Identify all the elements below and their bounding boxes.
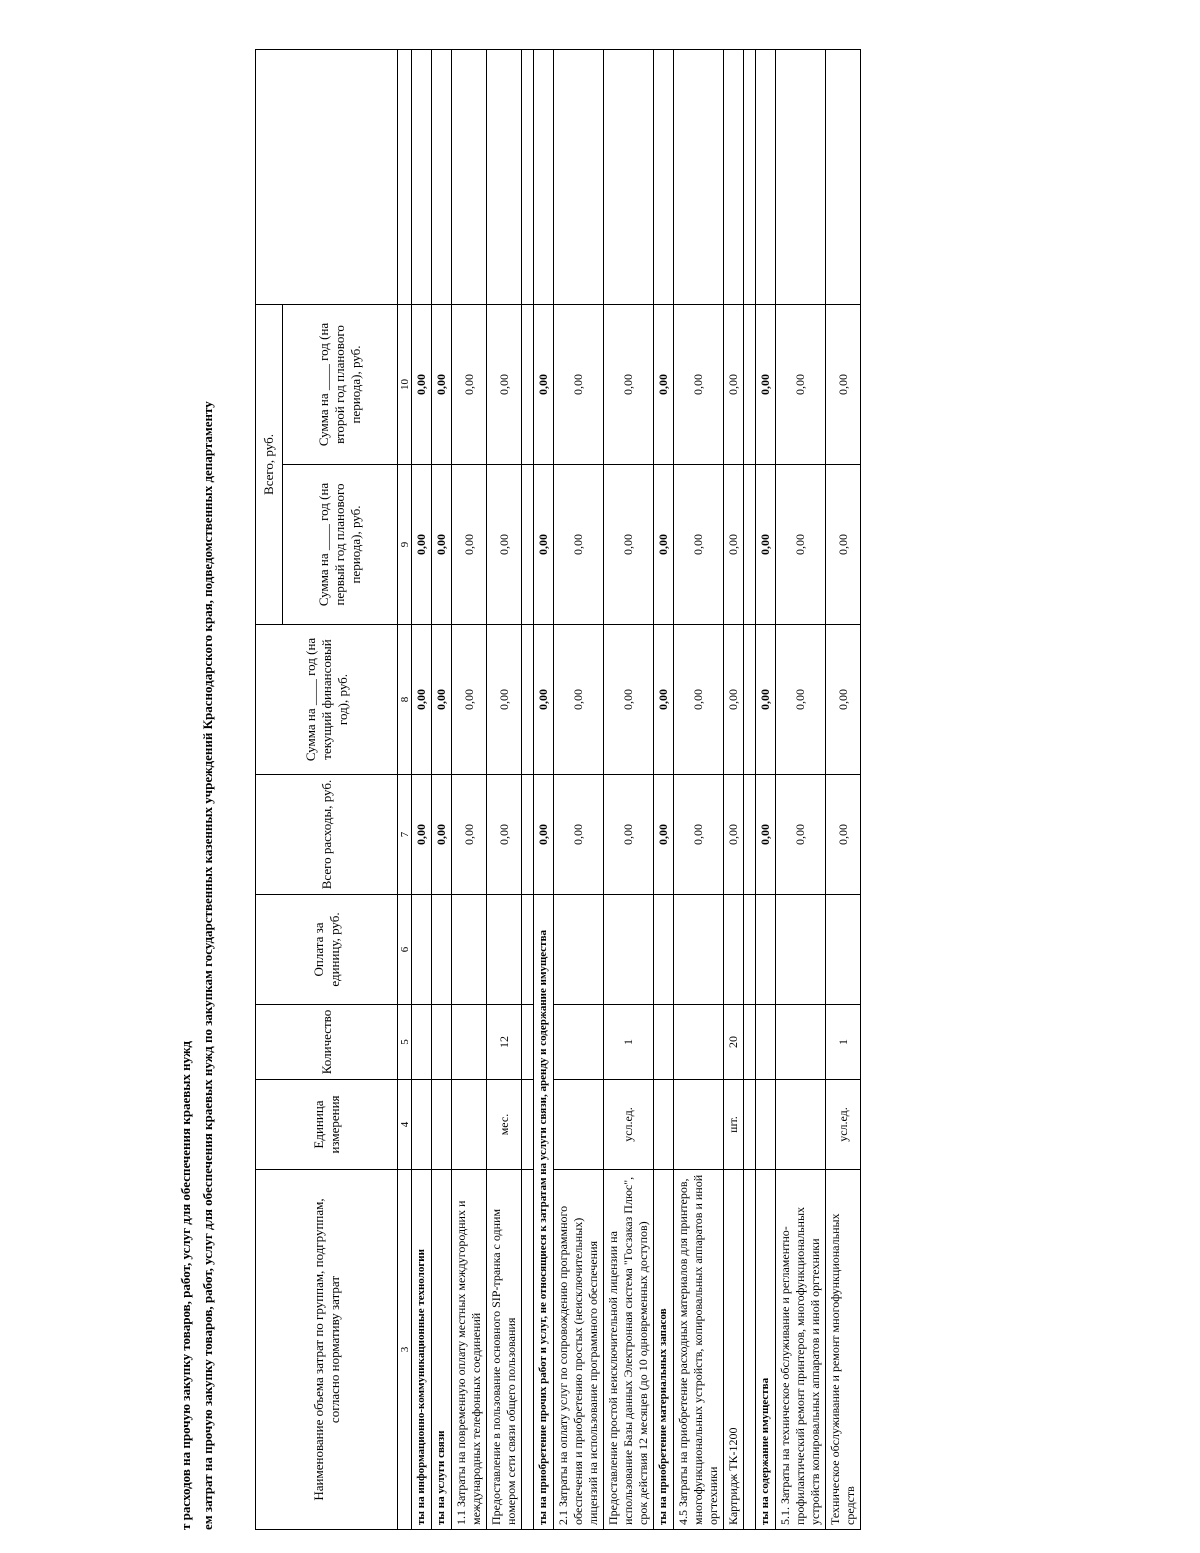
row-current-year: 0,00: [452, 625, 487, 775]
row-unit: [554, 1080, 604, 1170]
row-price: [756, 895, 776, 1005]
row-empty-cell: [432, 50, 452, 305]
row-price: [604, 895, 654, 1005]
spacer-cell: [522, 50, 534, 305]
row-name: 1.1 Затраты на повременную оплату местных междугородних и международных телефонных соединений: [452, 1170, 487, 1530]
row-unit: [756, 1080, 776, 1170]
spacer-cell: [744, 1005, 756, 1080]
row-empty-cell: [724, 50, 744, 305]
col-number: 4: [398, 1080, 412, 1170]
row-unit: мес.: [487, 1080, 522, 1170]
row-name: 5.1. Затраты на техническое обслуживание и регламентно-профилактический ремонт принтеров, многофункциональных устройств копировальных аппаратов и иной оргтехники: [776, 1170, 826, 1530]
row-empty-cell: [534, 50, 554, 305]
header-empty: [256, 50, 398, 305]
row-plan-year-1: 0,00: [604, 465, 654, 625]
row-qty: [654, 1005, 674, 1080]
row-unit: [654, 1080, 674, 1170]
header-total-expenses: Всего расходы, руб.: [256, 775, 398, 895]
row-qty: 12: [487, 1005, 522, 1080]
row-unit: [432, 1080, 452, 1170]
row-plan-year-1: 0,00: [654, 465, 674, 625]
row-total: 0,00: [826, 775, 861, 895]
row-price: [432, 895, 452, 1005]
row-empty-cell: [452, 50, 487, 305]
row-plan-year-1: 0,00: [452, 465, 487, 625]
row-plan-year-2: 0,00: [432, 305, 452, 465]
item-row: [554, 50, 604, 1530]
row-current-year: 0,00: [534, 625, 554, 775]
spacer-cell: [744, 625, 756, 775]
row-name: ты на информационно-коммуникационные технологии: [412, 1170, 432, 1530]
row-unit: [674, 1080, 724, 1170]
row-total: 0,00: [776, 775, 826, 895]
row-unit: [412, 1080, 432, 1170]
row-plan-year-1: 0,00: [674, 465, 724, 625]
spacer-cell: [744, 305, 756, 465]
row-plan-year-2: 0,00: [534, 305, 554, 465]
spacer-cell: [522, 1170, 534, 1530]
spacer-cell: [744, 465, 756, 625]
row-total: 0,00: [604, 775, 654, 895]
item-row: [776, 50, 826, 1530]
row-name: ты на приобретение материальных запасов: [654, 1170, 674, 1530]
document-title-line-2: ем затрат на прочую закупку товаров, работ, услуг для обеспечения краевых нужд по закупкам государственных казенных учреждений Краснодарского края, подведомственных департаменту: [200, 401, 215, 1530]
row-qty: [452, 1005, 487, 1080]
row-current-year: 0,00: [654, 625, 674, 775]
spacer-cell: [522, 625, 534, 775]
header-current-year: Сумма на ____ год (на текущий финансовый год), руб.: [256, 625, 398, 775]
row-name: Техническое обслуживание и ремонт многофункциональных средств: [826, 1170, 861, 1530]
row-name: 4.5 Затраты на приобретение расходных материалов для принтеров, многофункциональных устройств, копировальных аппаратов и иной оргтехники: [674, 1170, 724, 1530]
row-plan-year-2: 0,00: [554, 305, 604, 465]
spacer-cell: [744, 895, 756, 1005]
row-name: Предоставление простой неисключительной лицензии на использование Базы данных Электронная система "Госзаказ Плюс", срок действия 12 месяцев (до 10 одновременных доступов): [604, 1170, 654, 1530]
row-plan-year-1: 0,00: [756, 465, 776, 625]
row-total: 0,00: [724, 775, 744, 895]
group-row: [432, 50, 452, 1530]
header-plan-year-1: Сумма на ____ год (на первый год планового периода), руб.: [283, 465, 398, 625]
spacer-row: [522, 50, 534, 1530]
row-name: ты на содержание имущества: [756, 1170, 776, 1530]
row-qty: [432, 1005, 452, 1080]
row-plan-year-2: 0,00: [452, 305, 487, 465]
col-number: 6: [398, 895, 412, 1005]
row-current-year: 0,00: [826, 625, 861, 775]
row-empty-cell: [776, 50, 826, 305]
spacer-cell: [744, 775, 756, 895]
col-number: 5: [398, 1005, 412, 1080]
row-current-year: 0,00: [776, 625, 826, 775]
row-plan-year-1: 0,00: [412, 465, 432, 625]
group-row: [654, 50, 674, 1530]
row-name: 2.1 Затраты на оплату услуг по сопровождению программного обеспечения и приобретению простых (неисключительных) лицензий на использование программного обеспечения: [554, 1170, 604, 1530]
row-plan-year-2: 0,00: [826, 305, 861, 465]
row-empty-cell: [756, 50, 776, 305]
item-row: [487, 50, 522, 1530]
row-unit: усл.ед.: [826, 1080, 861, 1170]
row-plan-year-2: 0,00: [756, 305, 776, 465]
row-empty-cell: [487, 50, 522, 305]
row-total: 0,00: [487, 775, 522, 895]
item-row: [724, 50, 744, 1530]
row-qty: [756, 1005, 776, 1080]
row-total: 0,00: [432, 775, 452, 895]
row-name: ты на приобретение прочих работ и услуг, не относящиеся к затратам на услуги связи, аренду и содержание имущества: [534, 895, 554, 1530]
row-price: [412, 895, 432, 1005]
row-qty: [554, 1005, 604, 1080]
spacer-cell: [522, 895, 534, 1005]
row-current-year: 0,00: [674, 625, 724, 775]
item-row: [604, 50, 654, 1530]
spacer-cell: [522, 1080, 534, 1170]
spacer-cell: [744, 1170, 756, 1530]
row-plan-year-1: 0,00: [554, 465, 604, 625]
row-price: [487, 895, 522, 1005]
row-empty-cell: [554, 50, 604, 305]
row-plan-year-2: 0,00: [674, 305, 724, 465]
row-price: [776, 895, 826, 1005]
header-name: Наименование объема затрат по группам, подгруппам, согласно нормативу затрат: [256, 1170, 398, 1530]
row-price: [724, 895, 744, 1005]
row-qty: 20: [724, 1005, 744, 1080]
spacer-cell: [522, 1005, 534, 1080]
row-current-year: 0,00: [604, 625, 654, 775]
row-current-year: 0,00: [756, 625, 776, 775]
col-number-empty: [398, 50, 412, 305]
row-price: [674, 895, 724, 1005]
row-plan-year-2: 0,00: [654, 305, 674, 465]
row-empty-cell: [604, 50, 654, 305]
row-name: ты на услуги связи: [432, 1170, 452, 1530]
col-number: 8: [398, 625, 412, 775]
row-total: 0,00: [654, 775, 674, 895]
row-total: 0,00: [534, 775, 554, 895]
row-plan-year-2: 0,00: [604, 305, 654, 465]
expenses-table: [255, 49, 861, 1530]
header-unit: Единица измерения: [256, 1080, 398, 1170]
row-plan-year-1: 0,00: [487, 465, 522, 625]
item-row: [452, 50, 487, 1530]
spacer-cell: [522, 465, 534, 625]
group-row: [534, 50, 554, 1530]
row-qty: [776, 1005, 826, 1080]
row-qty: 1: [604, 1005, 654, 1080]
col-number: 7: [398, 775, 412, 895]
spacer-row: [744, 50, 756, 1530]
row-empty-cell: [674, 50, 724, 305]
row-price: [826, 895, 861, 1005]
row-total: 0,00: [452, 775, 487, 895]
rotated-document: [170, 20, 1200, 1530]
document-title-line-1: т расходов на прочую закупку товаров, работ, услуг для обеспечения краевых нужд: [178, 1041, 193, 1530]
row-unit: шт.: [724, 1080, 744, 1170]
row-name: Картридж ТК-1200: [724, 1170, 744, 1530]
group-row: [412, 50, 432, 1530]
row-empty-cell: [654, 50, 674, 305]
item-row: [674, 50, 724, 1530]
header-price: Оплата за единицу, руб.: [256, 895, 398, 1005]
col-number: 3: [398, 1170, 412, 1530]
header-plan-year-2: Сумма на ____ год (на второй год планового периода), руб.: [283, 305, 398, 465]
group-row: [756, 50, 776, 1530]
row-name: Предоставление в пользование основного SIP-транка с одним номером сети связи общего пользования: [487, 1170, 522, 1530]
row-price: [654, 895, 674, 1005]
row-plan-year-2: 0,00: [724, 305, 744, 465]
row-qty: [674, 1005, 724, 1080]
col-number: 9: [398, 465, 412, 625]
header-qty: Количество: [256, 1005, 398, 1080]
spacer-cell: [522, 305, 534, 465]
row-total: 0,00: [674, 775, 724, 895]
row-plan-year-2: 0,00: [412, 305, 432, 465]
row-total: 0,00: [554, 775, 604, 895]
spacer-cell: [522, 775, 534, 895]
col-number: 10: [398, 305, 412, 465]
header-group-total: Всего, руб.: [256, 305, 283, 625]
row-price: [554, 895, 604, 1005]
row-plan-year-1: 0,00: [432, 465, 452, 625]
row-total: 0,00: [756, 775, 776, 895]
row-plan-year-2: 0,00: [776, 305, 826, 465]
row-current-year: 0,00: [412, 625, 432, 775]
row-current-year: 0,00: [487, 625, 522, 775]
row-qty: [412, 1005, 432, 1080]
row-plan-year-1: 0,00: [724, 465, 744, 625]
row-unit: [452, 1080, 487, 1170]
header-row-1: [256, 50, 283, 1530]
row-total: 0,00: [412, 775, 432, 895]
row-price: [452, 895, 487, 1005]
row-empty-cell: [412, 50, 432, 305]
row-plan-year-1: 0,00: [826, 465, 861, 625]
row-current-year: 0,00: [554, 625, 604, 775]
row-empty-cell: [826, 50, 861, 305]
row-plan-year-1: 0,00: [534, 465, 554, 625]
spacer-cell: [744, 1080, 756, 1170]
row-current-year: 0,00: [432, 625, 452, 775]
spacer-cell: [744, 50, 756, 305]
item-row: [826, 50, 861, 1530]
column-numbers-row: [398, 50, 412, 1530]
row-qty: 1: [826, 1005, 861, 1080]
row-plan-year-1: 0,00: [776, 465, 826, 625]
row-unit: усл.ед.: [604, 1080, 654, 1170]
row-current-year: 0,00: [724, 625, 744, 775]
row-plan-year-2: 0,00: [487, 305, 522, 465]
row-unit: [776, 1080, 826, 1170]
